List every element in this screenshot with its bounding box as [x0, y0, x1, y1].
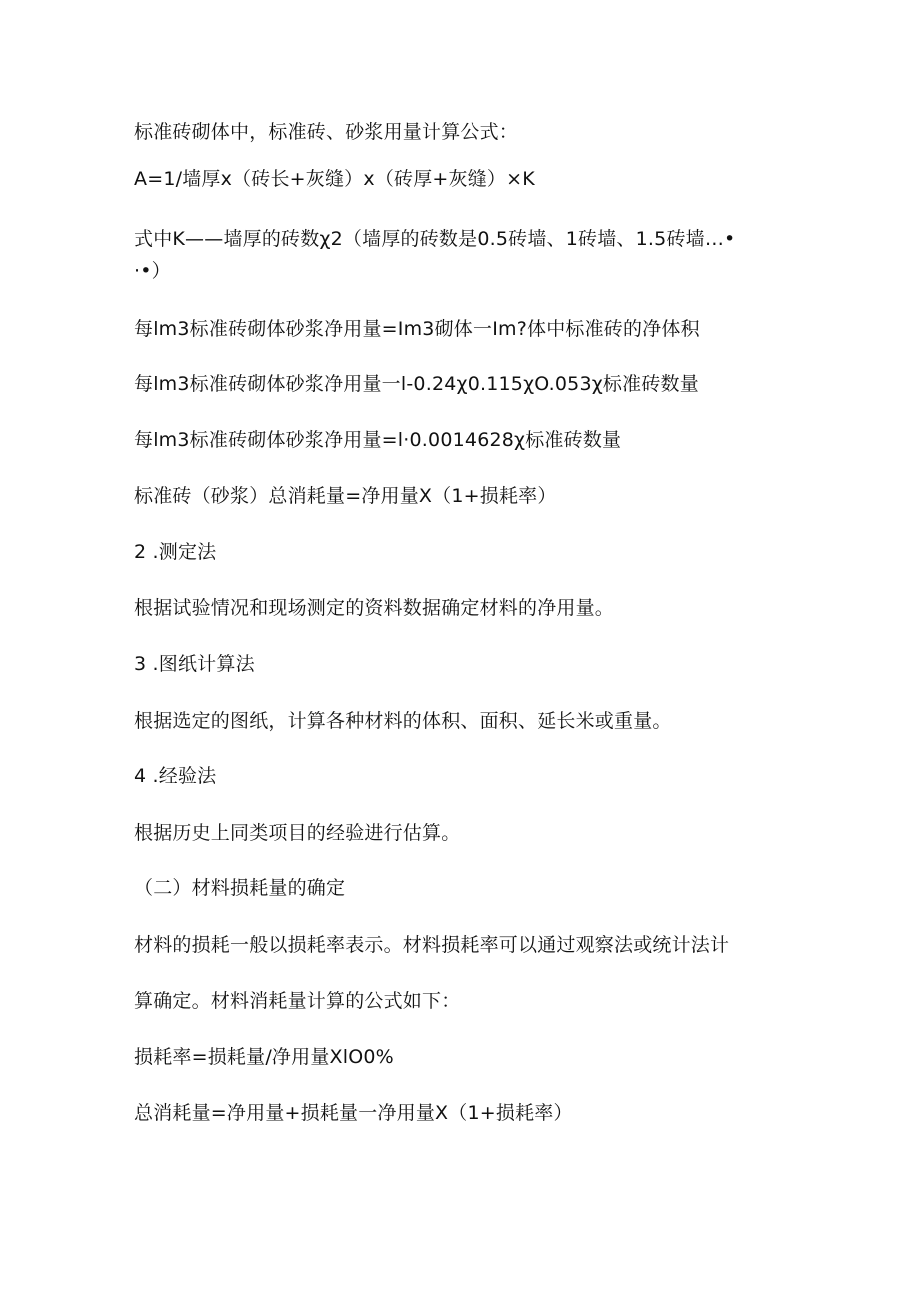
formula-line-mortar-3: 每lm3标准砖砌体砂浆净用量=l·0.0014628χ标准砖数量 — [134, 429, 622, 451]
heading-drawing-calculation: 3 .图纸计算法 — [134, 653, 255, 675]
text-loss-rate-2: 算确定。材料消耗量计算的公式如下： — [134, 990, 461, 1012]
formula-line-mortar-1: 每lm3标准砖砌体砂浆净用量=Im3砌体一Im?体中标准砖的净体积 — [134, 318, 700, 340]
formula-loss-rate: 损耗率=损耗量/净用量XlO0% — [134, 1046, 394, 1068]
heading-measurement-method: 2 .测定法 — [134, 541, 217, 563]
formula-total-consumption: 总消耗量=净用量+损耗量一净用量X（1+损耗率） — [134, 1102, 573, 1124]
formula-line-a: A=1/墙厚x（砖长+灰缝）x（砖厚+灰缝）×K — [134, 168, 535, 190]
heading-loss-determination: （二）材料损耗量的确定 — [134, 877, 346, 899]
text-line-1: 标准砖砌体中，标准砖、砂浆用量计算公式： — [134, 121, 519, 143]
text-experience-method: 根据历史上同类项目的经验进行估算。 — [134, 822, 461, 844]
text-drawing-calculation: 根据选定的图纸，计算各种材料的体积、面积、延长米或重量。 — [134, 710, 672, 732]
text-line-k-definition: 式中K——墙厚的砖数χ2（墙厚的砖数是0.5砖墙、1砖墙、1.5砖墙…• — [134, 228, 736, 250]
text-measurement-method: 根据试验情况和现场测定的资料数据确定材料的净用量。 — [134, 597, 615, 619]
formula-line-total: 标准砖（砂浆）总消耗量=净用量X（1+损耗率） — [134, 485, 557, 507]
text-line-k-definition-cont: ·•） — [134, 260, 171, 282]
heading-experience-method: 4 .经验法 — [134, 765, 217, 787]
formula-line-mortar-2: 每lm3标准砖砌体砂浆净用量一l-0.24χ0.115χO.053χ标准砖数量 — [134, 373, 699, 395]
text-loss-rate-1: 材料的损耗一般以损耗率表示。材料损耗率可以通过观察法或统计法计 — [134, 934, 730, 956]
